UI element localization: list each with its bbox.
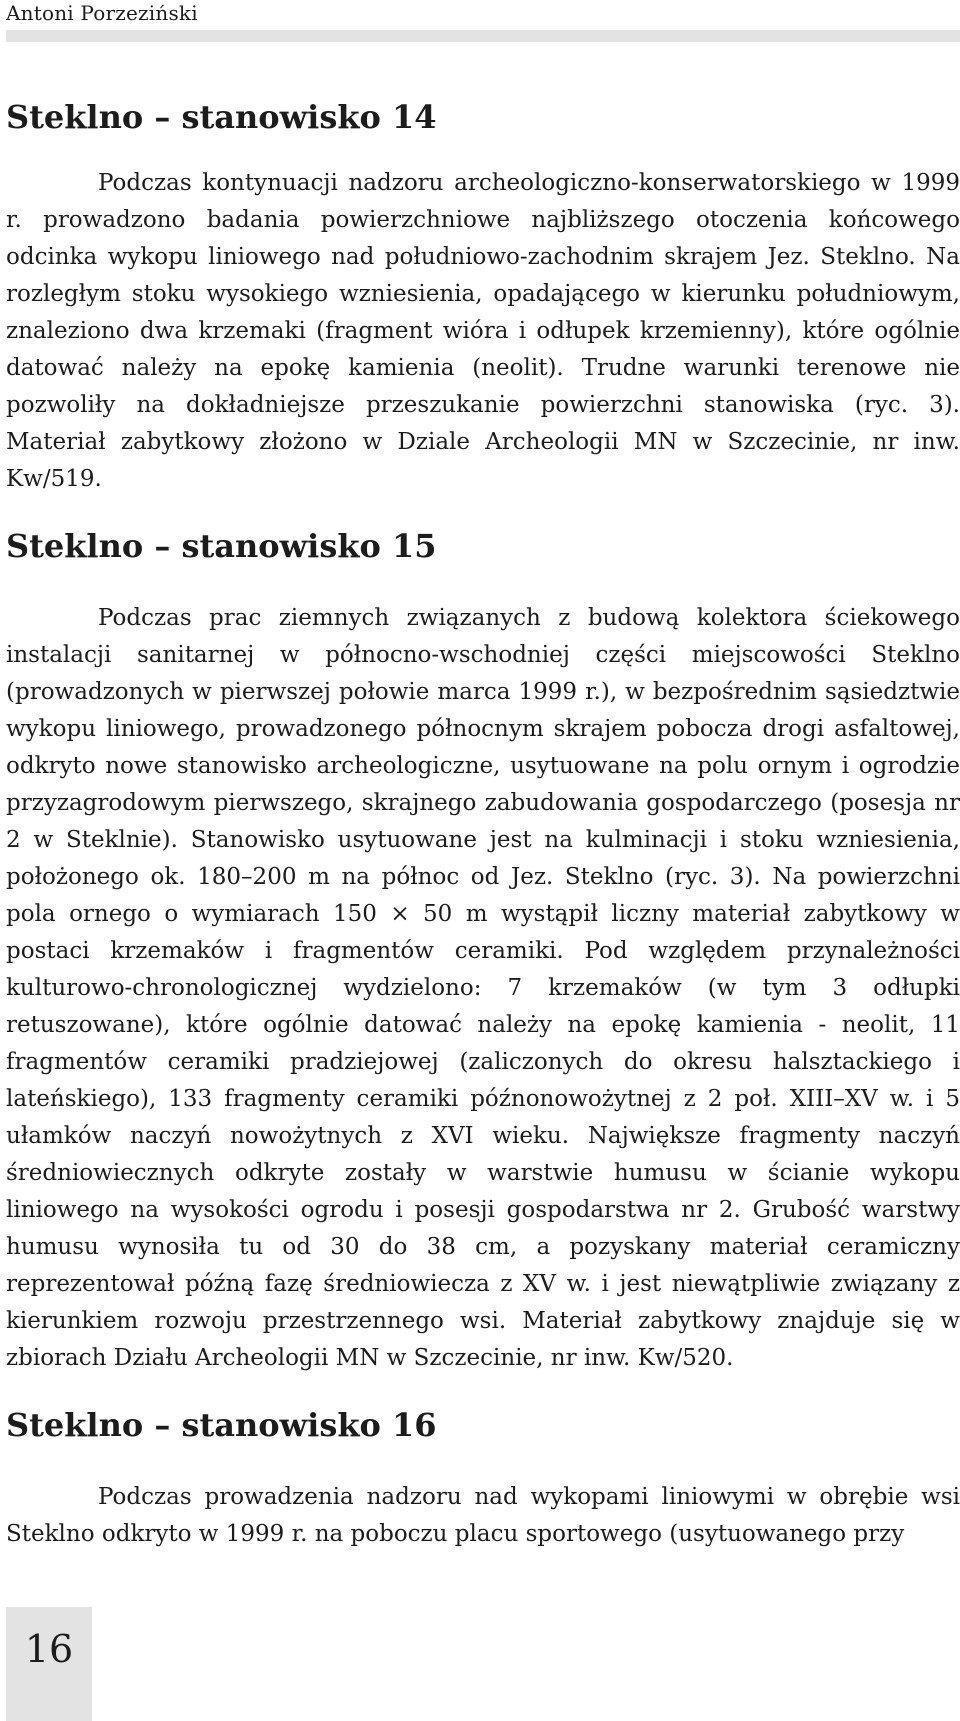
page-number: 16 (24, 1627, 74, 1671)
section-heading: Steklno – stanowisko 15 (6, 527, 437, 565)
section-stanowisko-16 (6, 1403, 960, 1553)
page-content (6, 95, 960, 1579)
section-paragraph: Podczas prowadzenia nadzoru nad wykopami liniowymi w obrębie wsi Steklno odkryto w 1999 r. na poboczu placu sportowego (usytuowanego przy (6, 1484, 960, 1547)
page-number-box (6, 1607, 92, 1721)
section-paragraph: Podczas prac ziemnych związanych z budową kolektora ściekowego instalacji sanitarnej w północno-wschodniej części miejscowości Steklno (prowadzonych w pierwszej połowie marca 1999 r.), w bezpośrednim sąsiedztwie wykopu liniowego, prowadzonego północnym skrajem pobocza drogi asfaltowej, odkryto nowe stanowisko archeologiczne, usytuowane na polu ornym i ogrodzie przyzagrodowym pierwszego, skrajnego zabudowania gospodarczego (posesja nr 2 w Steklnie). Stanowisko usytuowane jest na kulminacji i stoku wzniesienia, położonego ok. 180–200 m na północ od Jez. Steklno (ryc. 3). Na powierzchni pola ornego o wymiarach 150 × 50 m wystąpił liczny materiał zabytkowy w postaci krzemaków i fragmentów ceramiki. Pod względem przynależności kulturowo-chronologicznej wydzielono: 7 krzemaków (w tym 3 odłupki retuszowane), które ogólnie datować należy na epokę kamienia - neolit, 11 fragmentów ceramiki pradziejowej (zaliczonych do okresu halsztackiego i lateńskiego), 133 fragmenty ceramiki późnonowożytnej z 2 poł. XIII–XV w. i 5 ułamków naczyń nowożytnych z XVI wieku. Największe fragmenty naczyń średniowiecznych odkryte zostały w warstwie humusu w ścianie wykopu liniowego na wysokości ogrodu i posesji gospodarstwa nr 2. Grubość warstwy humusu wynosiła tu od 30 do 38 cm, a pozyskany materiał ceramiczny reprezentował późną fazę średniowiecza z XV w. i jest niewątpliwie związany z kierunkiem rozwoju przestrzennego wsi. Materiał zabytkowy znajduje się w zbiorach Działu Archeologii MN w Szczecinie, nr inw. Kw/520. (6, 605, 960, 1371)
section-stanowisko-15 (6, 524, 960, 1377)
section-heading: Steklno – stanowisko 16 (6, 1406, 437, 1444)
section-paragraph: Podczas kontynuacji nadzoru archeologiczno-konserwatorskiego w 1999 r. prowadzono badania powierzchniowe najbliższego otoczenia końcowego odcinka wykopu liniowego nad południowo-zachodnim skrajem Jez. Steklno. Na rozległym stoku wysokiego wzniesienia, opadającego w kierunku południowym, znaleziono dwa krzemaki (fragment wióra i odłupek krzemienny), które ogólnie datować należy na epokę kamienia (neolit). Trudne warunki terenowe nie pozwoliły na dokładniejsze przeszukanie powierzchni stanowiska (ryc. 3). Materiał zabytkowy złożono w Dziale Archeologii MN w Szczecinie, nr inw. Kw/519. (6, 170, 960, 492)
section-heading: Steklno – stanowisko 14 (6, 98, 437, 136)
running-header-author: Antoni Porzeziński (6, 1, 198, 25)
section-stanowisko-14 (6, 95, 960, 498)
header-rule (6, 30, 960, 42)
